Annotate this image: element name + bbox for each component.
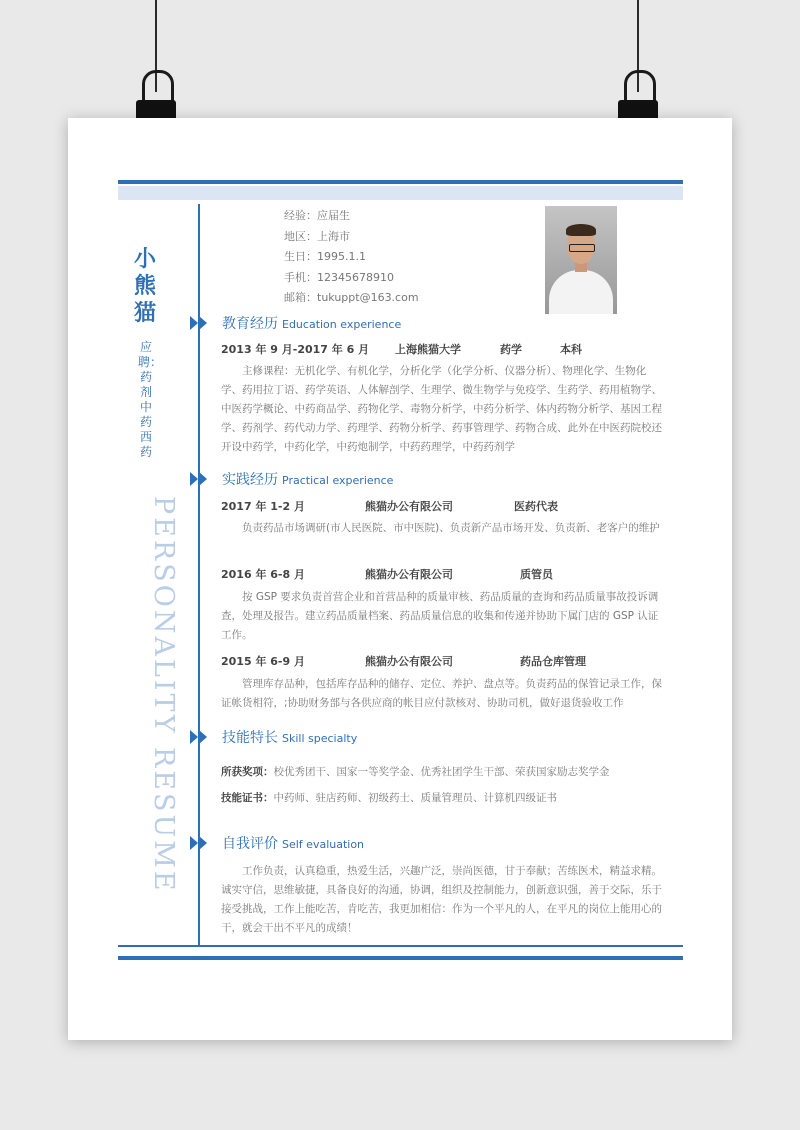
double-arrow-icon [190,472,210,486]
edu-description: 主修课程：无机化学、有机化学，分析化学（化学分析、仪器分析）、物理化学、生物化学、药用拉丁语、药学英语、人体解剖学、生理学、微生物学与免疫学、生药学、药用植物学、中医药学概论、中药商品学、药物化学、毒物分析学，中药分析学、体内药物分析学、基因工程学、药剂学、药代动力学、药理学、药物分析学、药事管理学、药物合成、此外在中医药院校还开设中药学，中药化学，中药炮制学，中药药理学，中药药剂学 [221,365,662,453]
section-title-en: Skill specialty [282,732,358,745]
practice-2-company: 熊猫办公有限公司 [365,568,453,581]
info-birthday: 生日：1995.1.1 [284,250,366,263]
edu-major: 药学 [500,343,522,356]
practice-2-description: 按 GSP 要求负责首营企业和首营品种的质量审核、药品质量的查询和药品质量事故投诉调查，处理及报告。建立药品质量档案、药品质量信息的收集和传递并协助下属门店的 GSP 认证工作。 [221,591,659,641]
section-title-cn: 教育经历 [222,316,278,332]
edu-school: 上海熊猫大学 [395,343,461,356]
practice-3-description: 管理库存品种，包括库存品种的储存、定位、养护、盘点等。负责药品的保管记录工作，保证帐货相符，;协助财务部与各供应商的帐目应付款核对、协助司机，做好退货验收工作 [221,678,662,709]
section-title-cn: 自我评价 [222,836,278,852]
practice-3-position: 药品仓库管理 [520,655,586,668]
section-title-cn: 实践经历 [222,472,278,488]
top-rule [118,180,683,184]
bottom-rule-upper [118,945,683,947]
double-arrow-icon [190,836,210,850]
practice-2-date: 2016 年 6-8 月 [221,568,305,581]
info-experience: 经验：应届生 [284,209,350,222]
practice-2-position: 质管员 [520,568,553,581]
resume-sheet [68,118,732,1040]
certs-value: 中药师、驻店药师、初级药士、质量管理员、计算机四级证书 [273,792,557,804]
top-band [118,186,683,200]
certs-label: 技能证书： [221,792,274,804]
double-arrow-icon [190,730,210,744]
skill-certificates [221,790,557,806]
personality-resume-watermark: PERSONALITY RESUME [148,496,179,894]
practice-1-date: 2017 年 1-2 月 [221,500,305,513]
edu-degree: 本科 [560,343,582,356]
info-phone: 手机：12345678910 [284,270,394,284]
self-eval-text: 工作负责，认真稳重，热爱生活，兴趣广泛，崇尚医德，甘于奉献；苦练医术，精益求精。诚实守信，思维敏捷，具备良好的沟通，协调，组织及控制能力，创新意识强，善于交际，乐于接受挑战，工作上能吃苦，肯吃苦，我更加相信：作为一个平凡的人，在平凡的岗位上能用心的干，就会干出不平凡的成绩！ [221,865,662,934]
edu-date: 2013 年 9 月-2017 年 6 月 [221,343,370,356]
basic-info [284,206,419,309]
info-email: 邮箱：tukuppt@163.com [284,291,419,304]
skill-awards [221,764,610,780]
practice-3-date: 2015 年 6-9 月 [221,655,305,668]
job-target: 应聘：药剂 中药 西药 [138,340,163,459]
awards-label: 所获奖项： [221,766,274,778]
awards-value: 校优秀团干、国家一等奖学金、优秀社团学生干部、荣获国家励志奖学金 [273,766,610,778]
practice-1-position: 医药代表 [514,500,558,513]
info-region: 地区：上海市 [284,229,350,243]
section-title-en: Education experience [282,318,402,331]
section-title-en: Self evaluation [282,838,365,851]
candidate-name: 小熊猫 [133,247,156,326]
practice-1-company: 熊猫办公有限公司 [365,500,453,513]
practice-3-company: 熊猫办公有限公司 [365,655,453,668]
bottom-rule-lower [118,956,683,960]
profile-photo [545,206,617,314]
double-arrow-icon [190,316,210,330]
section-title-cn: 技能特长 [222,730,278,746]
practice-1-description: 负责药品市场调研(市人民医院、市中医院)、负责新产品市场开发、负责新、老客户的维护 [242,522,660,534]
section-title-en: Practical experience [282,474,394,487]
